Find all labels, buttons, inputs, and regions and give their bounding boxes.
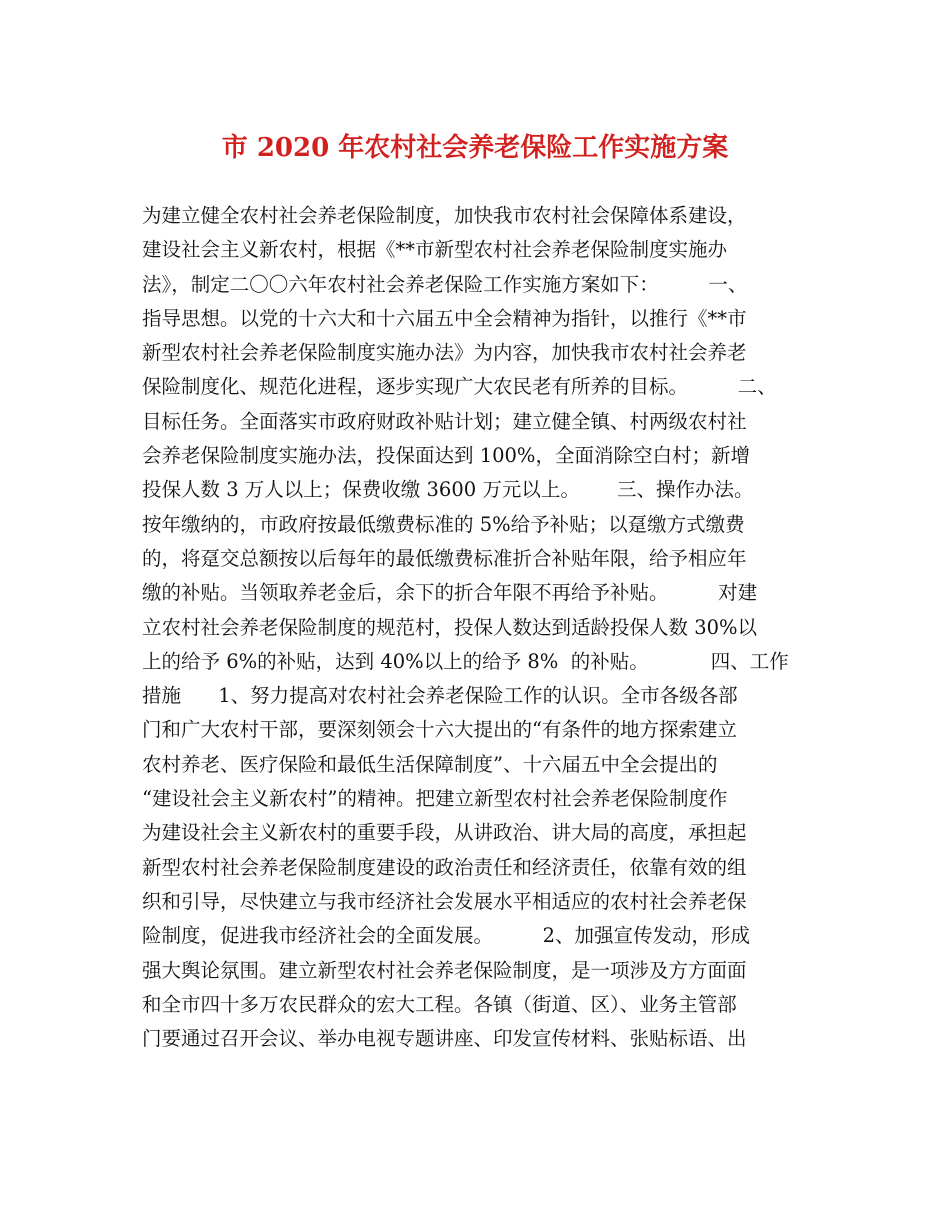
body-line: 投保人数 3 万人以上；保费收缴 3600 万元以上。 三、操作办法。: [142, 478, 754, 502]
body-line: 措施 1、努力提高对农村社会养老保险工作的认识。全市各级各部: [142, 684, 738, 708]
body-line: 为建设社会主义新农村的重要手段，从讲政治、讲大局的高度，承担起: [142, 821, 747, 845]
body-line: “建设社会主义新农村”的精神。把建立新型农村社会养老保险制度作: [142, 787, 728, 811]
body-line: 法》，制定二〇〇六年农村社会养老保险工作实施方案如下： 一、: [142, 272, 748, 296]
body-line: 险制度，促进我市经济社会的全面发展。 2、加强宣传发动，形成: [142, 924, 750, 948]
body-line: 强大舆论氛围。建立新型农村社会养老保险制度，是一项涉及方方面面: [142, 958, 747, 982]
body-line: 为建立健全农村社会养老保险制度，加快我市农村社会保障体系建设，: [142, 204, 747, 227]
body-line: 新型农村社会养老保险制度实施办法》为内容，加快我市农村社会养老: [142, 341, 747, 365]
body-line: 目标任务。全面落实市政府财政补贴计划；建立健全镇、村两级农村社: [142, 409, 747, 433]
body-line: 保险制度化、规范化进程，逐步实现广大农民老有所养的目标。 二、: [142, 375, 777, 399]
document-title: 市 2020 年农村社会养老保险工作实施方案: [221, 133, 729, 163]
body-line: 立农村社会养老保险制度的规范村，投保人数达到适龄投保人数 30%以: [142, 615, 758, 639]
body-line: 建设社会主义新农村，根据《**市新型农村社会养老保险制度实施办: [142, 238, 728, 262]
body-line: 农村养老、医疗保险和最低生活保障制度”、十六届五中全会提出的: [142, 752, 718, 776]
body-line: 门要通过召开会议、举办电视专题讲座、印发宣传材料、张贴标语、出: [142, 1027, 747, 1051]
body-line: 门和广大农村干部，要深刻领会十六大提出的“有条件的地方探索建立: [142, 718, 737, 742]
document-body: [142, 199, 822, 1056]
body-line: 织和引导，尽快建立与我市经济社会发展水平相适应的农村社会养老保: [142, 889, 747, 913]
body-line: 会养老保险制度实施办法，投保面达到 100%，全面消除空白村；新增: [142, 444, 750, 468]
body-line: 按年缴纳的，市政府按最低缴费标准的 5%给予补贴；以趸缴方式缴费: [142, 512, 745, 536]
body-line: 上的给予 6%的补贴，达到 40%以上的给予 8% 的补贴。 四、工作: [142, 649, 789, 673]
body-line: 指导思想。以党的十六大和十六届五中全会精神为指针，以推行《**市: [142, 306, 747, 330]
body-line: 缴的补贴。当领取养老金后，余下的折合年限不再给予补贴。 对建: [142, 581, 758, 605]
body-line: 和全市四十多万农民群众的宏大工程。各镇（街道、区）、业务主管部: [142, 992, 737, 1016]
body-line: 的，将趸交总额按以后每年的最低缴费标准折合补贴年限，给予相应年: [142, 546, 747, 570]
body-line: 新型农村社会养老保险制度建设的政治责任和经济责任，依靠有效的组: [142, 855, 747, 879]
